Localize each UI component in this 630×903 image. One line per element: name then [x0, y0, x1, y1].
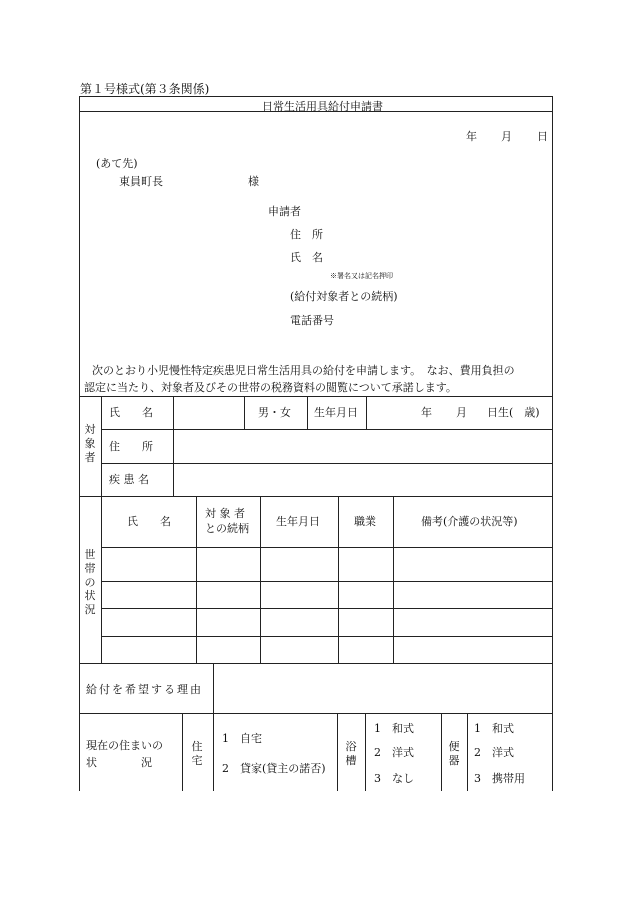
frame-top [79, 96, 553, 97]
subject-top-line [79, 396, 553, 397]
toilet-option-3: 3 携帯用 [474, 772, 525, 785]
date-year: 年 [466, 130, 477, 143]
toilet-label: 便器 [448, 740, 460, 767]
bath-option-3: 3 なし [374, 772, 414, 785]
housing-label-2: 状 況 [86, 756, 152, 769]
household-col-job: 職業 [354, 515, 376, 528]
household-col-relation-1: 対 象 者 [205, 507, 245, 520]
subject-address-label: 住 所 [109, 440, 153, 453]
applicant-relation-label: (給付対象者との続柄) [290, 290, 398, 303]
form-label: 第１号様式(第３条関係) [80, 82, 210, 96]
house-label: 住宅 [191, 740, 203, 767]
applicant-address-label: 住 所 [290, 228, 323, 241]
toilet-option-2: 2 洋式 [474, 746, 514, 759]
title-row-line [79, 111, 553, 112]
household-col-birth: 生年月日 [276, 515, 320, 528]
household-section-label: 世帯の状況 [84, 548, 96, 616]
frame-left [79, 96, 80, 791]
house-option-2: 2 貸家(貸主の諾否) [222, 762, 326, 775]
bath-label: 浴槽 [345, 740, 357, 767]
subject-section-label: 対象者 [84, 423, 96, 464]
addressee-honorific: 様 [248, 175, 259, 188]
housing-label-1: 現在の住まいの [86, 739, 163, 752]
subject-birth-suffix: 日生( 歳) [487, 406, 540, 419]
subject-birth-year: 年 [421, 406, 432, 419]
household-col-name: 氏 名 [127, 515, 171, 528]
applicant-name-label: 氏 名 [290, 251, 323, 264]
addressee-name: 東員町長 [119, 175, 163, 188]
reason-label: 給付を希望する理由 [86, 683, 203, 696]
form-title: 日常生活用具給付申請書 [262, 100, 383, 113]
date-day: 日 [537, 130, 548, 143]
bath-option-2: 2 洋式 [374, 746, 414, 759]
subject-birth-month: 月 [456, 406, 467, 419]
household-col-relation-2: との続柄 [205, 522, 249, 535]
bath-option-1: 1 和式 [374, 722, 414, 735]
date-month: 月 [501, 130, 512, 143]
request-text-line1: 次のとおり小児慢性特定疾患児日常生活用具の給付を申請します。 なお、費用負担の [92, 364, 515, 377]
subject-gender: 男・女 [258, 406, 291, 419]
request-text-line2: 認定に当たり、対象者及びその世帯の税務資料の閲覧について承諾します。 [84, 381, 457, 394]
household-col-notes: 備考(介護の状況等) [421, 515, 518, 528]
toilet-option-1: 1 和式 [474, 722, 514, 735]
addressee-label: (あて先) [96, 157, 138, 170]
applicant-label: 申請者 [268, 205, 301, 218]
house-option-1: 1 自宅 [222, 732, 262, 745]
subject-name-label: 氏 名 [109, 406, 153, 419]
subject-birth-label: 生年月日 [314, 406, 358, 419]
subject-disease-label: 疾 患 名 [109, 473, 149, 486]
applicant-phone-label: 電話番号 [290, 314, 334, 327]
frame-right [552, 96, 553, 791]
signature-note: ※署名又は記名押印 [330, 272, 393, 280]
